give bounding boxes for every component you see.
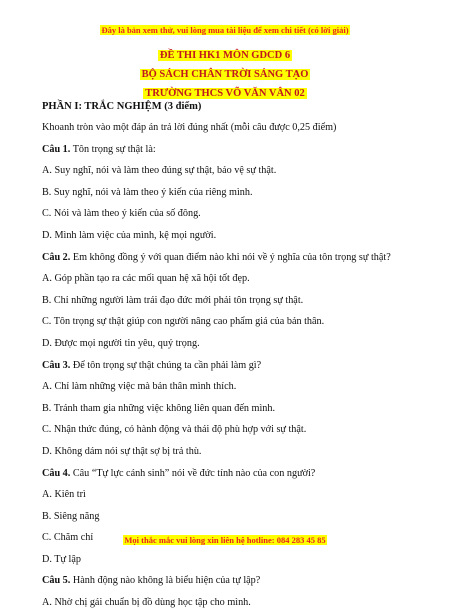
exam-header: [0, 46, 450, 103]
question-stem: [42, 247, 442, 269]
question-2: [42, 247, 442, 355]
answer-option: B. Chỉ những người làm trái đạo đức mới phải tôn trọng sự thật.: [42, 294, 304, 306]
answer-option: C. Nói và làm theo ý kiến của số đông.: [42, 208, 201, 220]
answer-option: D. Tự lập: [42, 553, 82, 565]
question-text: Hành động nào không là biểu hiện của tự lập?: [72, 575, 261, 587]
exam-title-text: ĐỀ THI HK1 MÔN GDCD 6: [159, 50, 291, 61]
question-label: Câu 1.: [42, 143, 71, 155]
book-series-title: [0, 65, 450, 84]
answer-option: A. Chỉ làm những việc mà bản thân mình thích.: [42, 381, 237, 393]
question-stem: [42, 355, 442, 377]
question-label: Câu 2.: [42, 251, 71, 263]
answer-option: A. Nhờ chị gái chuẩn bị đồ dùng học tập cho mình.: [42, 597, 251, 609]
question-label: Câu 5.: [42, 575, 71, 587]
school-name-text: TRƯỜNG THCS VÕ VĂN VÂN 02: [145, 88, 305, 99]
answer-option: D. Không dám nói sự thật sợ bị trả thù.: [42, 445, 202, 457]
question-1: [42, 139, 442, 247]
question-3: [42, 355, 442, 463]
book-series-title-text: BỘ SÁCH CHÂN TRỜI SÁNG TẠO: [141, 69, 309, 80]
answer-option: A. Góp phần tạo ra các mối quan hệ xã hội tốt đẹp.: [42, 273, 250, 285]
section-title: PHẦN I: TRẮC NGHIỆM (3 điểm): [42, 101, 202, 112]
answer-option: C. Tôn trọng sự thật giúp con người nâng cao phẩm giá của bản thân.: [42, 316, 325, 328]
exam-title: [0, 46, 450, 65]
hotline-notice-text: Mọi thắc mắc vui lòng xin liên hệ hotline: 084 283 45 85: [124, 535, 326, 545]
question-label: Câu 4.: [42, 467, 71, 479]
question-stem: [42, 139, 442, 161]
hotline-notice: [0, 535, 450, 545]
question-text: Em không đồng ý với quan điểm nào khi nói về ý nghĩa của tôn trọng sự thật?: [72, 251, 391, 263]
preview-notice: [0, 25, 450, 35]
answer-option: D. Được mọi người tin yêu, quý trọng.: [42, 337, 200, 349]
answer-option: B. Siêng năng: [42, 510, 100, 522]
instruction: Khoanh tròn vào một đáp án trả lời đúng nhất (mỗi câu được 0,25 điểm): [42, 122, 337, 133]
question-text: Tôn trọng sự thật là:: [72, 143, 156, 155]
question-stem: [42, 463, 442, 485]
answer-option: C. Nhận thức đúng, có hành động và thái độ phù hợp với sự thật.: [42, 424, 307, 436]
question-stem: [42, 570, 442, 592]
answer-option: B. Tránh tham gia những việc không liên quan đến mình.: [42, 402, 276, 414]
question-5: [42, 570, 442, 613]
answer-option: A. Kiên trì: [42, 489, 86, 501]
answer-option: B. Suy nghĩ, nói và làm theo ý kiến của riêng mình.: [42, 186, 253, 198]
question-label: Câu 3.: [42, 359, 71, 371]
question-text: Câu “Tự lực cánh sinh” nói về đức tính nào của con người?: [72, 467, 316, 479]
preview-notice-text: Đây là bản xem thử, vui lòng mua tài liệu để xem chi tiết (có lời giải): [101, 25, 349, 35]
question-4: [42, 463, 442, 571]
answer-option: C. Chăm chỉ: [42, 532, 94, 544]
question-text: Để tôn trọng sự thật chúng ta cần phải làm gì?: [72, 359, 262, 371]
answer-option: A. Suy nghĩ, nói và làm theo đúng sự thật, bảo vệ sự thật.: [42, 165, 277, 177]
answer-option: D. Mình làm việc của mình, kệ mọi người.: [42, 229, 217, 241]
